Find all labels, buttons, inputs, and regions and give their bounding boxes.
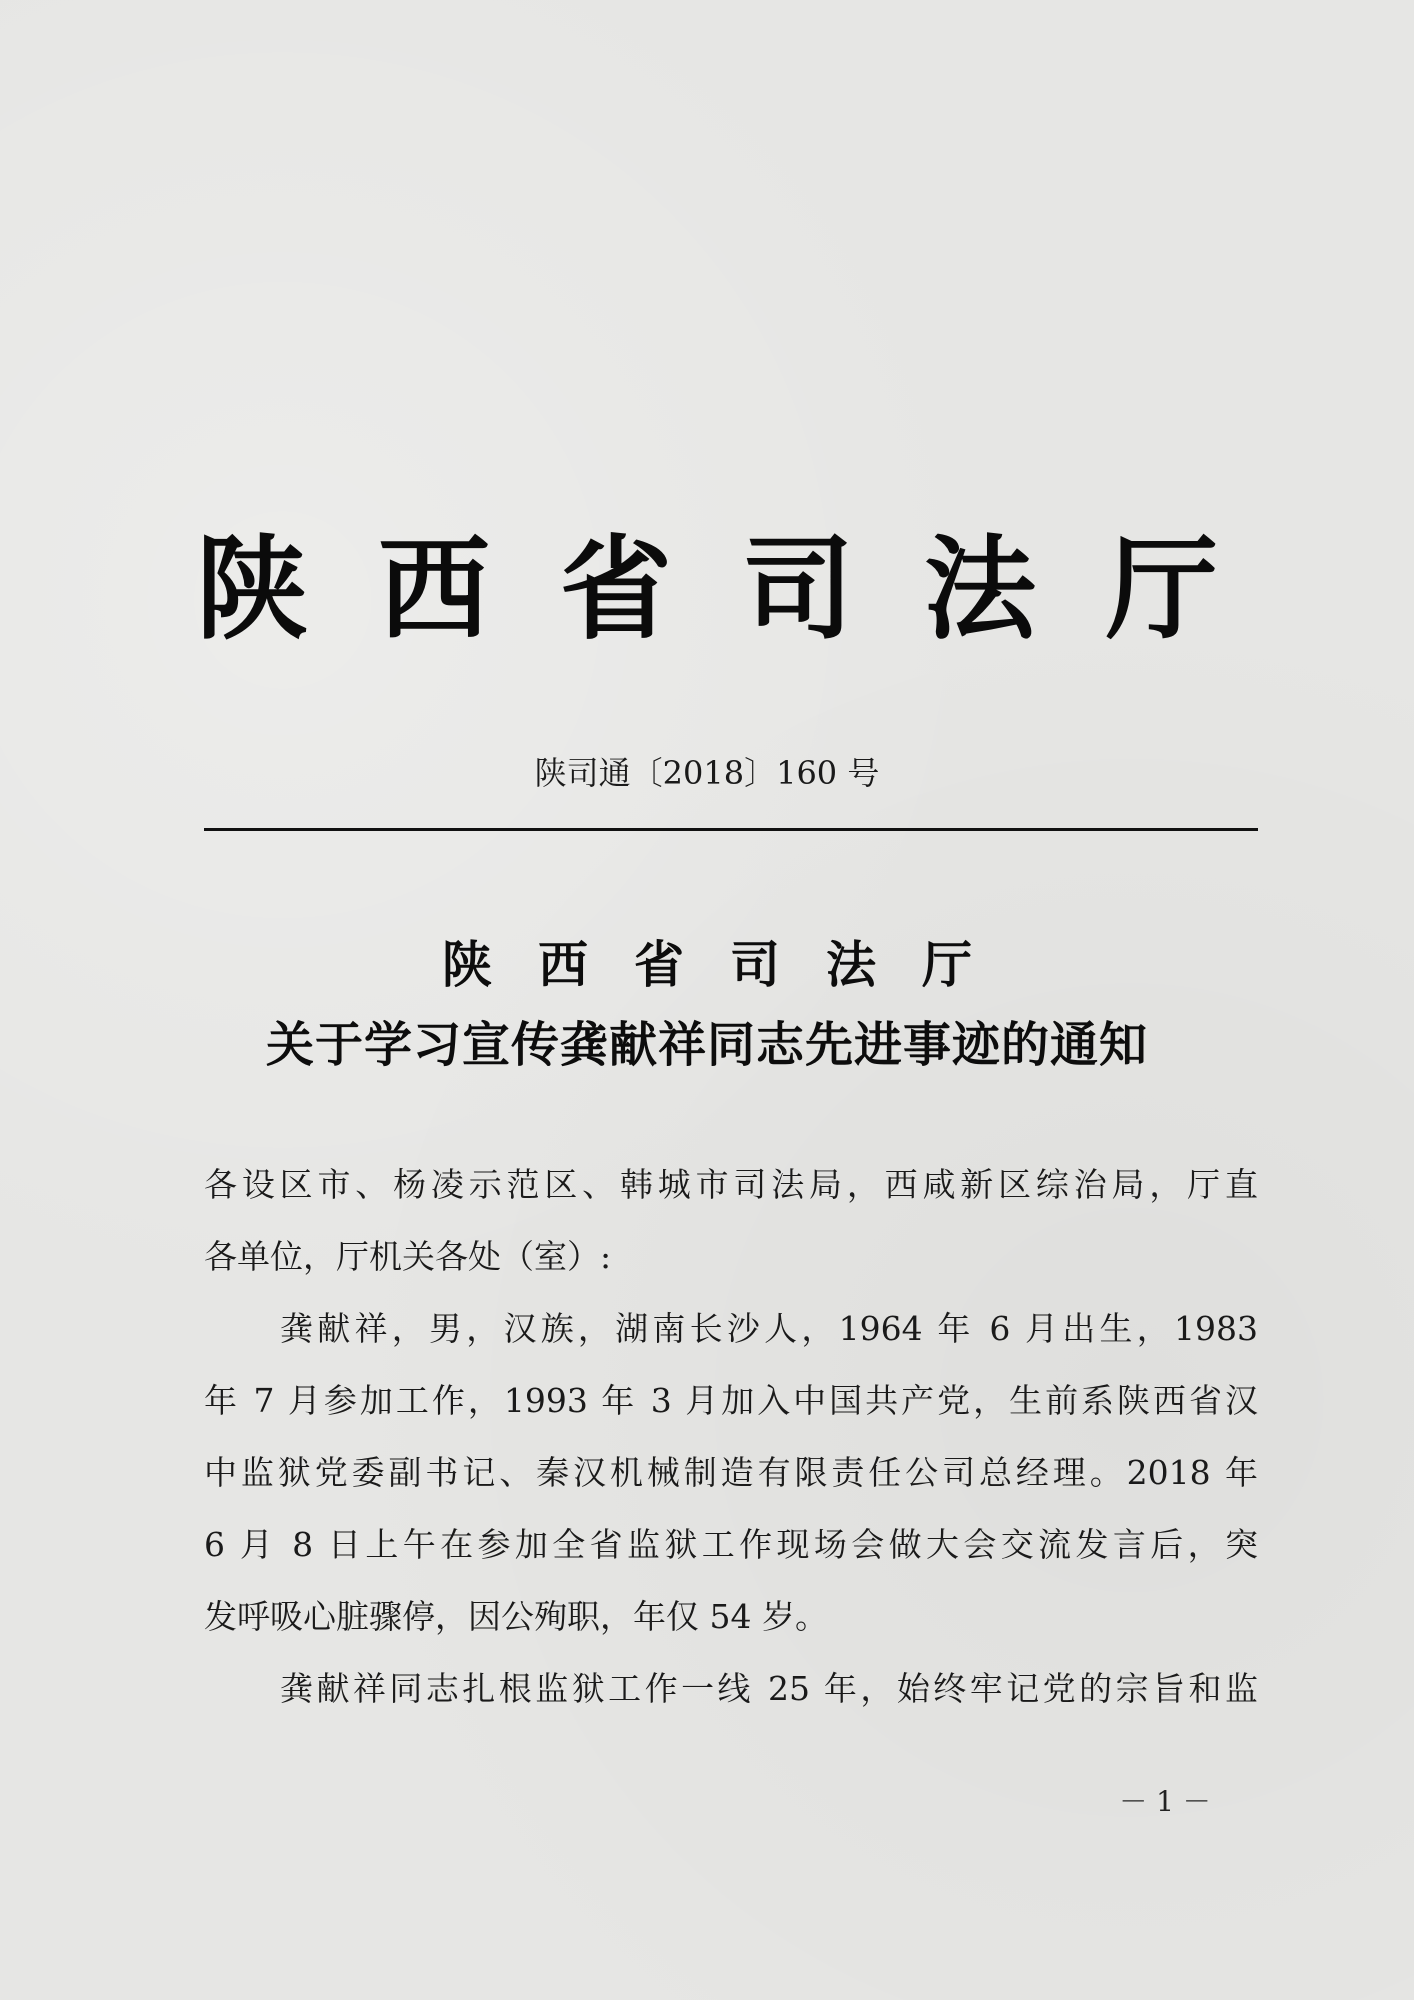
header-divider-rule	[204, 828, 1258, 831]
paragraph-1-line-1: 龚献祥，男，汉族，湖南长沙人，1964 年 6 月出生，1983	[280, 1309, 1258, 1348]
paragraph-1-line-3: 中监狱党委副书记、秦汉机械制造有限责任公司总经理。2018 年	[204, 1453, 1258, 1492]
issuing-organization-header: 陕西省司法厅	[196, 524, 1288, 655]
paragraph-1-line-5: 发呼吸心脏骤停，因公殉职，年仅 54 岁。	[204, 1597, 828, 1636]
page-number: － 1 －	[1119, 1785, 1211, 1818]
addressee-line-1: 各设区市、杨凌示范区、韩城市司法局，西咸新区综治局，厅直	[204, 1165, 1258, 1204]
document-number: 陕司通〔2018〕160 号	[534, 754, 880, 792]
paragraph-1-line-2: 年 7 月参加工作，1993 年 3 月加入中国共产党，生前系陕西省汉	[204, 1381, 1258, 1420]
paragraph-1-line-4: 6 月 8 日上午在参加全省监狱工作现场会做大会交流发言后，突	[204, 1525, 1258, 1564]
addressee-line-2: 各单位，厅机关各处（室）:	[204, 1237, 612, 1276]
paragraph-2-line-1: 龚献祥同志扎根监狱工作一线 25 年，始终牢记党的宗旨和监	[280, 1669, 1258, 1708]
document-title-organization: 陕西省司法厅	[442, 935, 1018, 994]
document-title-subject: 关于学习宣传龚献祥同志先进事迹的通知	[265, 1017, 1148, 1073]
